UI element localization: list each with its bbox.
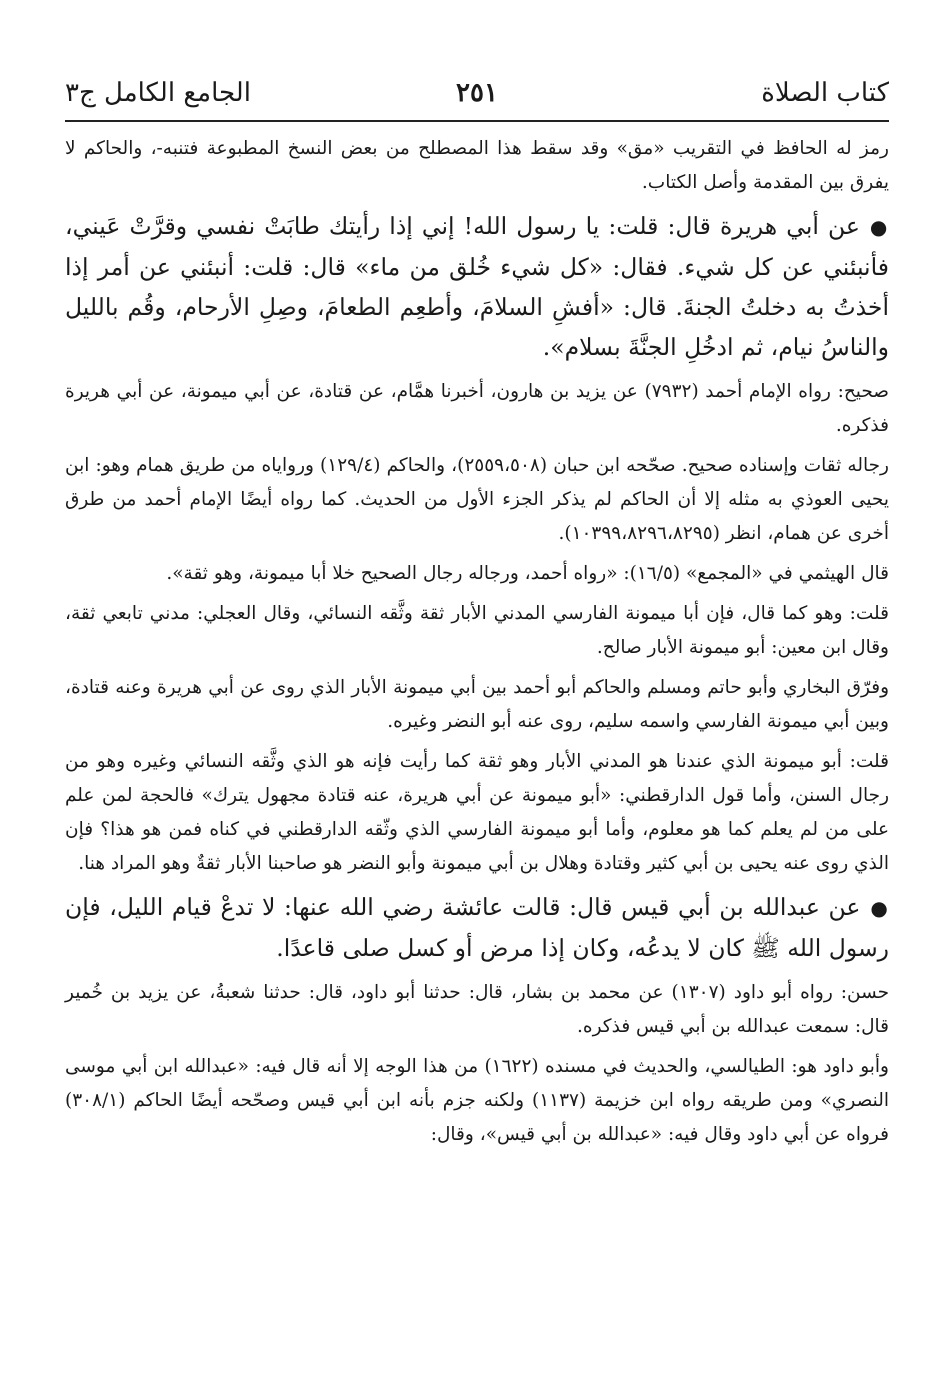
paragraph-text: عن عبدالله بن أبي قيس قال: قالت عائشة رضي الله عنها: لا تدعْ قيام الليل، فإن رسول الله ﷺ كان لا يدعُه، وكان إذا مرض أو كسل صلى قاعدًا.: [65, 893, 889, 962]
commentary-paragraph: [65, 375, 889, 443]
paragraph-text: قلت: وهو كما قال، فإن أبا ميمونة الفارسي المدني الأبار ثقة وثَّقه النسائي، وقال العجلي: مدني تابعي ثقة، وقال ابن معين: أبو ميمونة الأبار صالح.: [65, 603, 890, 658]
paragraph-text: رجاله ثقات وإسناده صحيح. صحّحه ابن حبان (٢٥٥٩،٥٠٨)، والحاكم (١٢٩/٤) ورواياه من طريق همام وهو: ابن يحيى العوذي به مثله إلا أن الحاكم لم يذكر الجزء الأول من الحديث. كما رواه أيضًا الإمام أحمد من طرق أخرى عن همام، انظر (١٠٣٩٩،٨٢٩٦،٨٢٩٥).: [65, 455, 889, 544]
commentary-paragraph: [65, 557, 889, 591]
header-rule: [65, 120, 889, 122]
paragraph-text: رمز له الحافظ في التقريب «مق» وقد سقط هذا المصطلح من بعض النسخ المطبوعة فتنبه-، والحاكم لا يفرق بين المقدمة وأصل الكتاب.: [65, 138, 889, 193]
paragraph-text: قال الهيثمي في «المجمع» (١٦/٥): «رواه أحمد، ورجاله رجال الصحيح خلا أبا ميمونة، وهو ثقة».: [166, 563, 889, 584]
bullet-icon: ●: [869, 215, 889, 239]
commentary-paragraph: [65, 745, 889, 881]
page-header: [65, 70, 889, 120]
chapter-title: كتاب الصلاة: [761, 78, 889, 108]
paragraph-text: وأبو داود هو: الطيالسي، والحديث في مسنده (١٦٢٢) من هذا الوجه إلا أنه قال فيه: «عبدالله ابن أبي موسى النصري» ومن طريقه رواه ابن خزيمة (١١٣٧) ولكنه جزم بأنه ابن أبي قيس وصحّحه أيضًا الحاكم (٣٠٨/١) فرواه عن أبي داود وقال فيه: «عبدالله بن أبي قيس»، وقال:: [65, 1056, 889, 1145]
hadith-paragraph: [65, 887, 889, 968]
commentary-paragraph: [65, 1050, 889, 1152]
page-number: ٢٥١: [456, 78, 498, 108]
commentary-paragraph: [65, 449, 889, 551]
paragraph-text: وفرّق البخاري وأبو حاتم ومسلم والحاكم أبو أحمد بين أبي ميمونة الأبار الذي روى عن أبي هريرة وعنه قتادة، وبين أبي ميمونة الفارسي واسمه سليم، روى عنه أبو النضر وغيره.: [65, 677, 889, 732]
paragraph-text: صحيح: رواه الإمام أحمد (٧٩٣٢) عن يزيد بن هارون، أخبرنا همَّام، عن قتادة، عن أبي ميمونة، عن أبي هريرة فذكره.: [65, 381, 889, 436]
commentary-paragraph: [65, 597, 889, 665]
paragraph-text: حسن: رواه أبو داود (١٣٠٧) عن محمد بن بشار، قال: حدثنا أبو داود، قال: حدثنا شعبةُ، عن يزيد بن خُمير قال: سمعت عبدالله بن أبي قيس فذكره.: [65, 982, 890, 1037]
bullet-icon: ●: [870, 896, 889, 920]
paragraph-text: قلت: أبو ميمونة الذي عندنا هو المدني الأبار وهو ثقة كما رأيت فإنه هو الذي وثَّقه النسائي وغيره وهو من رجال السنن، وأما قول الدارقطني: «أبو ميمونة عن أبي هريرة، عنه قتادة مجهول يترك» فالحجة لمن علم على من لم يعلم كما هو معلوم، وأما أبو ميمونة الفارسي الذي وثّقه الدارقطني في كناه فمن هو هذا؟ فإن الذي روى عنه يحيى بن أبي كثير وقتادة وهلال بن أبي ميمونة وأبو النضر هو صاحبنا الأبار ثقةٌ وهو المراد هنا.: [65, 751, 889, 874]
commentary-paragraph: [65, 671, 889, 739]
footnote-paragraph: [65, 132, 889, 200]
hadith-paragraph: [65, 206, 889, 367]
commentary-paragraph: [65, 976, 889, 1044]
paragraph-text: عن أبي هريرة قال: قلت: يا رسول الله! إني إذا رأيتك طابَتْ نفسي وقرَّتْ عَيني، فأنبئني عن كل شيء. فقال: «كل شيء خُلق من ماء» قال: قلت: أنبئني عن أمر إذا أخذتُ به دخلتُ الجنةَ. قال: «أفشِ السلامَ، وأطعِم الطعامَ، وصِلِ الأرحام، وقُم بالليل والناسُ نيام، ثم ادخُلِ الجنَّةَ بسلام».: [65, 212, 889, 361]
book-title: الجامع الكامل ج٣: [65, 78, 251, 108]
page-body: [65, 132, 889, 1152]
